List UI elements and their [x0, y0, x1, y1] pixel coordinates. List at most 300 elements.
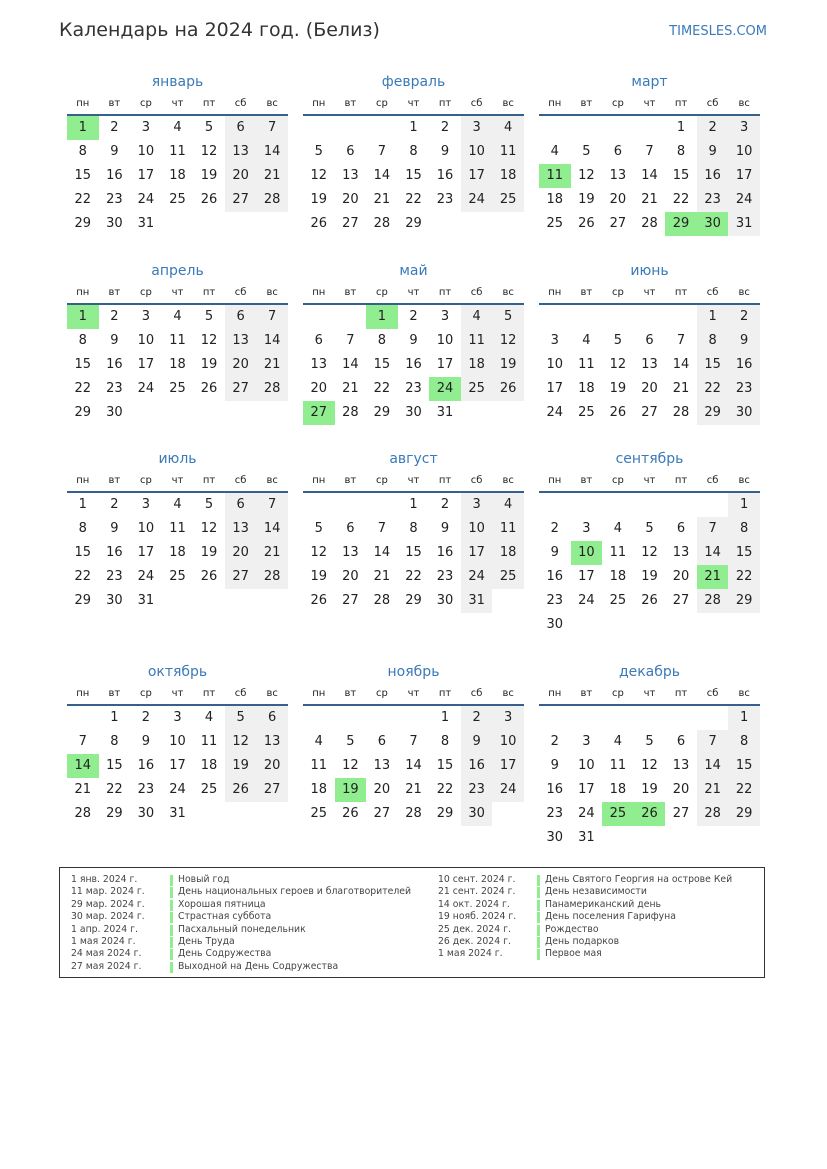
week-row — [67, 305, 288, 329]
weekday-label: пн — [312, 688, 326, 699]
weekend-day-cell: 18 — [461, 353, 493, 377]
day-cell: 18 — [310, 782, 328, 797]
weekday-label: вт — [580, 98, 593, 109]
weekday-label: пн — [548, 475, 562, 486]
weekday-label: чт — [643, 475, 656, 486]
holiday-marker — [170, 937, 173, 948]
day-cell: 21 — [641, 192, 658, 207]
day-cell: 23 — [106, 192, 123, 207]
week-row — [67, 565, 288, 589]
week-row — [67, 212, 288, 236]
legend-column-right — [438, 874, 732, 961]
weekday-label: вс — [266, 475, 278, 486]
holiday-date: 29 мар. 2024 г. — [71, 898, 145, 910]
weekday-label: чт — [643, 688, 656, 699]
weekend-day-cell: 16 — [461, 754, 493, 778]
day-cell: 26 — [200, 192, 218, 207]
holiday-day-cell: 25 — [602, 802, 634, 826]
day-cell: 23 — [405, 381, 422, 396]
weekend-day-cell: 23 — [697, 188, 729, 212]
empty-day-cell — [665, 613, 697, 637]
week-row — [67, 493, 288, 517]
day-cell: 25 — [169, 381, 186, 396]
empty-day-cell — [697, 613, 729, 637]
week-row — [303, 188, 524, 212]
day-cell: 13 — [373, 758, 391, 773]
day-cell: 10 — [137, 521, 155, 536]
day-cell: 13 — [672, 545, 690, 560]
week-row — [539, 401, 760, 425]
day-cell: 19 — [310, 192, 328, 207]
weekend-day-cell: 3 — [728, 116, 760, 140]
day-cell: 14 — [672, 357, 690, 372]
weekday-label: сб — [706, 475, 719, 486]
weekday-label: вт — [108, 688, 121, 699]
day-cell: 19 — [200, 168, 218, 183]
day-cell: 1 — [78, 497, 87, 512]
day-cell: 4 — [173, 497, 182, 512]
weekday-label: вт — [108, 475, 121, 486]
weekend-day-cell: 30 — [728, 401, 760, 425]
legend-row — [71, 924, 411, 936]
day-cell: 26 — [200, 569, 218, 584]
weekend-day-cell: 4 — [492, 493, 524, 517]
weekday-label: вс — [266, 98, 278, 109]
day-cell: 3 — [440, 309, 450, 324]
weekday-label: пн — [548, 98, 562, 109]
day-cell: 28 — [74, 806, 92, 821]
legend-row — [71, 886, 411, 898]
holiday-marker — [537, 875, 540, 886]
weekend-day-cell: 14 — [697, 541, 729, 565]
weekend-day-cell: 14 — [256, 517, 288, 541]
day-cell: 23 — [436, 192, 454, 207]
holiday-marker — [537, 937, 540, 948]
holiday-marker — [170, 912, 173, 923]
empty-day-cell — [303, 116, 335, 140]
day-cell: 15 — [672, 168, 690, 183]
day-cell: 18 — [546, 192, 564, 207]
month-name: апрель — [151, 263, 204, 279]
week-row — [303, 164, 524, 188]
empty-day-cell — [366, 116, 398, 140]
legend-row — [438, 924, 732, 936]
day-cell: 22 — [672, 192, 690, 207]
weekend-day-cell: 25 — [492, 188, 524, 212]
day-cell: 13 — [672, 758, 690, 773]
day-cell: 6 — [346, 521, 355, 536]
empty-day-cell — [67, 706, 99, 730]
weekend-day-cell: 14 — [697, 754, 729, 778]
holiday-marker — [537, 949, 540, 960]
day-cell: 30 — [137, 806, 155, 821]
weekend-day-cell: 6 — [225, 116, 257, 140]
weekday-label: ср — [139, 688, 152, 699]
week-row — [303, 565, 524, 589]
day-cell: 20 — [672, 569, 690, 584]
weekday-label: вс — [738, 475, 750, 486]
day-cell: 7 — [676, 333, 686, 348]
week-row — [539, 212, 760, 236]
day-cell: 5 — [314, 144, 323, 159]
day-cell: 15 — [106, 758, 123, 773]
day-cell: 9 — [550, 545, 559, 560]
day-cell: 15 — [373, 357, 391, 372]
day-cell: 11 — [578, 357, 595, 372]
day-cell: 18 — [200, 758, 218, 773]
empty-day-cell — [728, 613, 760, 637]
legend-row — [71, 948, 411, 960]
weekend-day-cell: 2 — [728, 305, 760, 329]
weekday-label: пт — [202, 475, 216, 486]
weekend-day-cell: 6 — [225, 305, 257, 329]
day-cell: 23 — [436, 569, 454, 584]
day-cell: 25 — [169, 192, 186, 207]
day-cell: 7 — [377, 144, 387, 159]
day-cell: 10 — [578, 758, 595, 773]
day-cell: 18 — [169, 357, 186, 372]
empty-day-cell — [130, 401, 162, 425]
weekend-day-cell: 14 — [256, 140, 288, 164]
holiday-name: Панамериканский день — [545, 898, 662, 910]
day-cell: 16 — [436, 545, 454, 560]
weekday-label: сб — [234, 98, 247, 109]
month-calendar — [67, 448, 288, 613]
legend-row — [71, 874, 411, 886]
day-cell: 24 — [578, 806, 595, 821]
holiday-day-cell: 26 — [634, 802, 666, 826]
weekday-label: ср — [139, 287, 152, 298]
weekday-header — [67, 471, 288, 493]
day-cell: 12 — [641, 545, 658, 560]
weekday-label: пт — [202, 287, 216, 298]
weekend-day-cell: 16 — [697, 164, 729, 188]
week-row — [67, 188, 288, 212]
day-cell: 14 — [373, 168, 391, 183]
holiday-name: День подарков — [545, 935, 620, 947]
day-cell: 6 — [377, 734, 387, 749]
empty-day-cell — [602, 826, 634, 850]
day-cell: 12 — [609, 357, 627, 372]
day-cell: 3 — [173, 710, 182, 725]
day-cell: 11 — [169, 521, 186, 536]
day-cell: 10 — [137, 144, 155, 159]
weekday-label: сб — [234, 287, 247, 298]
empty-day-cell — [461, 212, 493, 236]
weekday-header — [67, 283, 288, 305]
holiday-marker — [170, 949, 173, 960]
holiday-name: День национальных героев и благотворителей — [178, 886, 412, 898]
weekend-day-cell: 29 — [728, 802, 760, 826]
day-cell: 29 — [106, 806, 123, 821]
weekday-label: пн — [76, 688, 90, 699]
day-cell: 17 — [137, 357, 155, 372]
day-cell: 5 — [204, 497, 214, 512]
weekend-day-cell: 27 — [225, 188, 257, 212]
weekday-label: пт — [202, 688, 216, 699]
empty-day-cell — [193, 212, 225, 236]
day-cell: 31 — [137, 593, 155, 608]
day-cell: 25 — [310, 806, 328, 821]
weekend-day-cell: 26 — [225, 778, 257, 802]
day-cell: 11 — [200, 734, 218, 749]
weekday-header — [303, 684, 524, 706]
day-cell: 24 — [578, 593, 595, 608]
weekday-label: сб — [470, 475, 483, 486]
day-cell: 30 — [106, 405, 123, 420]
day-cell: 20 — [342, 569, 359, 584]
empty-day-cell — [335, 305, 367, 329]
empty-day-cell — [634, 493, 666, 517]
day-cell: 4 — [613, 521, 623, 536]
day-cell: 19 — [310, 569, 328, 584]
weekend-day-cell: 10 — [461, 140, 493, 164]
day-cell: 15 — [74, 168, 92, 183]
holiday-marker — [537, 900, 540, 911]
empty-day-cell — [539, 493, 571, 517]
legend-row — [71, 936, 411, 948]
day-cell: 26 — [609, 405, 627, 420]
week-row — [539, 802, 760, 826]
day-cell: 2 — [409, 309, 418, 324]
holiday-name: День Содружества — [178, 948, 272, 960]
empty-day-cell — [162, 212, 194, 236]
holiday-date: 10 сент. 2024 г. — [438, 874, 516, 885]
month-calendar — [303, 448, 524, 613]
weekend-day-cell: 21 — [697, 778, 729, 802]
empty-day-cell — [256, 212, 288, 236]
holiday-date: 27 мая 2024 г. — [71, 960, 142, 972]
day-cell: 20 — [609, 192, 627, 207]
empty-day-cell — [697, 706, 729, 730]
week-row — [539, 116, 760, 140]
week-row — [67, 541, 288, 565]
weekday-header — [303, 94, 524, 116]
day-cell: 16 — [436, 168, 454, 183]
empty-day-cell — [602, 116, 634, 140]
empty-day-cell — [225, 589, 257, 613]
empty-day-cell — [225, 401, 257, 425]
weekend-day-cell: 27 — [256, 778, 288, 802]
week-row — [539, 140, 760, 164]
weekend-day-cell: 8 — [697, 329, 729, 353]
day-cell: 11 — [609, 758, 627, 773]
month-calendar — [303, 661, 524, 826]
day-cell: 31 — [578, 830, 595, 845]
weekday-label: пн — [76, 98, 90, 109]
holiday-name: День Труда — [178, 935, 235, 947]
holiday-name: День Святого Георгия на острове Кей — [545, 874, 733, 885]
day-cell: 2 — [141, 710, 151, 725]
holiday-day-cell: 30 — [697, 212, 729, 236]
day-cell: 18 — [609, 782, 627, 797]
holiday-day-cell: 14 — [67, 754, 99, 778]
day-cell: 29 — [74, 593, 92, 608]
empty-day-cell — [193, 802, 225, 826]
holiday-day-cell: 19 — [335, 778, 367, 802]
day-cell: 29 — [436, 806, 454, 821]
weekday-label: пт — [674, 688, 688, 699]
legend-row — [71, 899, 411, 911]
day-cell: 28 — [342, 405, 359, 420]
legend-column-left — [71, 874, 411, 973]
empty-day-cell — [398, 706, 430, 730]
weekend-day-cell: 9 — [461, 730, 493, 754]
weekend-day-cell: 13 — [225, 329, 257, 353]
month-calendar — [67, 71, 288, 236]
weekend-day-cell: 4 — [461, 305, 493, 329]
day-cell: 9 — [110, 333, 119, 348]
month-calendar — [539, 260, 760, 425]
weekday-label: ср — [611, 475, 624, 486]
day-cell: 1 — [676, 120, 686, 135]
weekend-day-cell: 22 — [728, 565, 760, 589]
month-calendar — [539, 661, 760, 850]
day-cell: 14 — [373, 545, 391, 560]
holiday-marker — [170, 900, 173, 911]
weekend-day-cell: 11 — [461, 329, 493, 353]
day-cell: 11 — [310, 758, 328, 773]
empty-day-cell — [492, 212, 524, 236]
day-cell: 29 — [405, 593, 422, 608]
empty-day-cell — [571, 493, 603, 517]
day-cell: 8 — [440, 734, 450, 749]
day-cell: 30 — [436, 593, 454, 608]
month-calendar — [67, 260, 288, 425]
weekend-day-cell: 1 — [728, 706, 760, 730]
weekend-day-cell: 22 — [728, 778, 760, 802]
day-cell: 22 — [74, 381, 92, 396]
day-cell: 16 — [546, 569, 564, 584]
site-link[interactable]: TIMESLES.COM — [669, 24, 767, 39]
day-cell: 19 — [578, 192, 595, 207]
day-cell: 8 — [78, 144, 87, 159]
weekend-day-cell: 17 — [728, 164, 760, 188]
week-row — [67, 140, 288, 164]
day-cell: 18 — [609, 569, 627, 584]
weekend-day-cell: 22 — [697, 377, 729, 401]
week-row — [539, 826, 760, 850]
weekend-day-cell: 9 — [728, 329, 760, 353]
day-cell: 9 — [440, 521, 450, 536]
day-cell: 27 — [609, 216, 627, 231]
holiday-day-cell: 1 — [67, 116, 99, 140]
empty-day-cell — [602, 305, 634, 329]
day-cell: 2 — [440, 120, 450, 135]
weekend-day-cell: 30 — [461, 802, 493, 826]
weekend-day-cell: 21 — [256, 541, 288, 565]
day-cell: 23 — [546, 593, 564, 608]
weekday-label: сб — [706, 688, 719, 699]
weekend-day-cell: 12 — [492, 329, 524, 353]
holiday-date: 11 мар. 2024 г. — [71, 886, 145, 898]
day-cell: 24 — [137, 569, 155, 584]
day-cell: 7 — [645, 144, 654, 159]
day-cell: 5 — [314, 521, 323, 536]
day-cell: 30 — [405, 405, 422, 420]
day-cell: 3 — [550, 333, 559, 348]
empty-day-cell — [162, 401, 194, 425]
weekday-label: чт — [407, 287, 420, 298]
empty-day-cell — [225, 212, 257, 236]
empty-day-cell — [193, 401, 225, 425]
day-cell: 28 — [672, 405, 690, 420]
week-row — [303, 541, 524, 565]
day-cell: 30 — [546, 617, 564, 632]
weekend-day-cell: 5 — [225, 706, 257, 730]
day-cell: 6 — [613, 144, 623, 159]
week-row — [67, 778, 288, 802]
week-row — [303, 353, 524, 377]
day-cell: 10 — [436, 333, 454, 348]
day-cell: 19 — [641, 782, 658, 797]
week-row — [539, 353, 760, 377]
holiday-date: 14 окт. 2024 г. — [438, 898, 510, 910]
day-cell: 10 — [169, 734, 186, 749]
empty-day-cell — [492, 589, 524, 613]
weekday-label: сб — [234, 688, 247, 699]
holiday-date: 1 янв. 2024 г. — [71, 874, 138, 885]
day-cell: 23 — [106, 381, 123, 396]
day-cell: 14 — [405, 758, 422, 773]
weekday-label: вс — [738, 287, 750, 298]
weekend-day-cell: 16 — [728, 353, 760, 377]
week-row — [539, 541, 760, 565]
holiday-marker — [170, 962, 173, 973]
day-cell: 17 — [578, 782, 595, 797]
empty-day-cell — [634, 613, 666, 637]
holiday-day-cell: 11 — [539, 164, 571, 188]
weekday-header — [539, 94, 760, 116]
weekday-label: вс — [502, 688, 514, 699]
week-row — [67, 401, 288, 425]
holiday-marker — [170, 925, 173, 936]
weekday-label: пт — [438, 475, 452, 486]
week-row — [539, 329, 760, 353]
weekday-label: вт — [580, 688, 593, 699]
month-calendar — [303, 260, 524, 425]
week-row — [67, 589, 288, 613]
weekday-label: пн — [76, 475, 90, 486]
week-row — [539, 188, 760, 212]
weekday-label: вт — [344, 475, 357, 486]
day-cell: 3 — [141, 497, 151, 512]
weekend-day-cell: 28 — [256, 377, 288, 401]
empty-day-cell — [492, 401, 524, 425]
weekend-day-cell: 24 — [492, 778, 524, 802]
empty-day-cell — [697, 826, 729, 850]
day-cell: 5 — [645, 734, 654, 749]
day-cell: 11 — [169, 144, 186, 159]
day-cell: 7 — [409, 734, 418, 749]
day-cell: 21 — [74, 782, 92, 797]
day-cell: 24 — [546, 405, 564, 420]
weekday-label: чт — [407, 475, 420, 486]
week-row — [67, 116, 288, 140]
empty-day-cell — [665, 493, 697, 517]
legend-row — [438, 936, 732, 948]
day-cell: 9 — [110, 144, 119, 159]
day-cell: 21 — [342, 381, 359, 396]
weekend-day-cell: 10 — [492, 730, 524, 754]
holiday-date: 1 мая 2024 г. — [438, 948, 503, 960]
day-cell: 13 — [609, 168, 627, 183]
weekend-day-cell: 13 — [225, 140, 257, 164]
day-cell: 27 — [672, 806, 690, 821]
weekday-label: вт — [580, 287, 593, 298]
day-cell: 22 — [106, 782, 123, 797]
day-cell: 22 — [436, 782, 454, 797]
